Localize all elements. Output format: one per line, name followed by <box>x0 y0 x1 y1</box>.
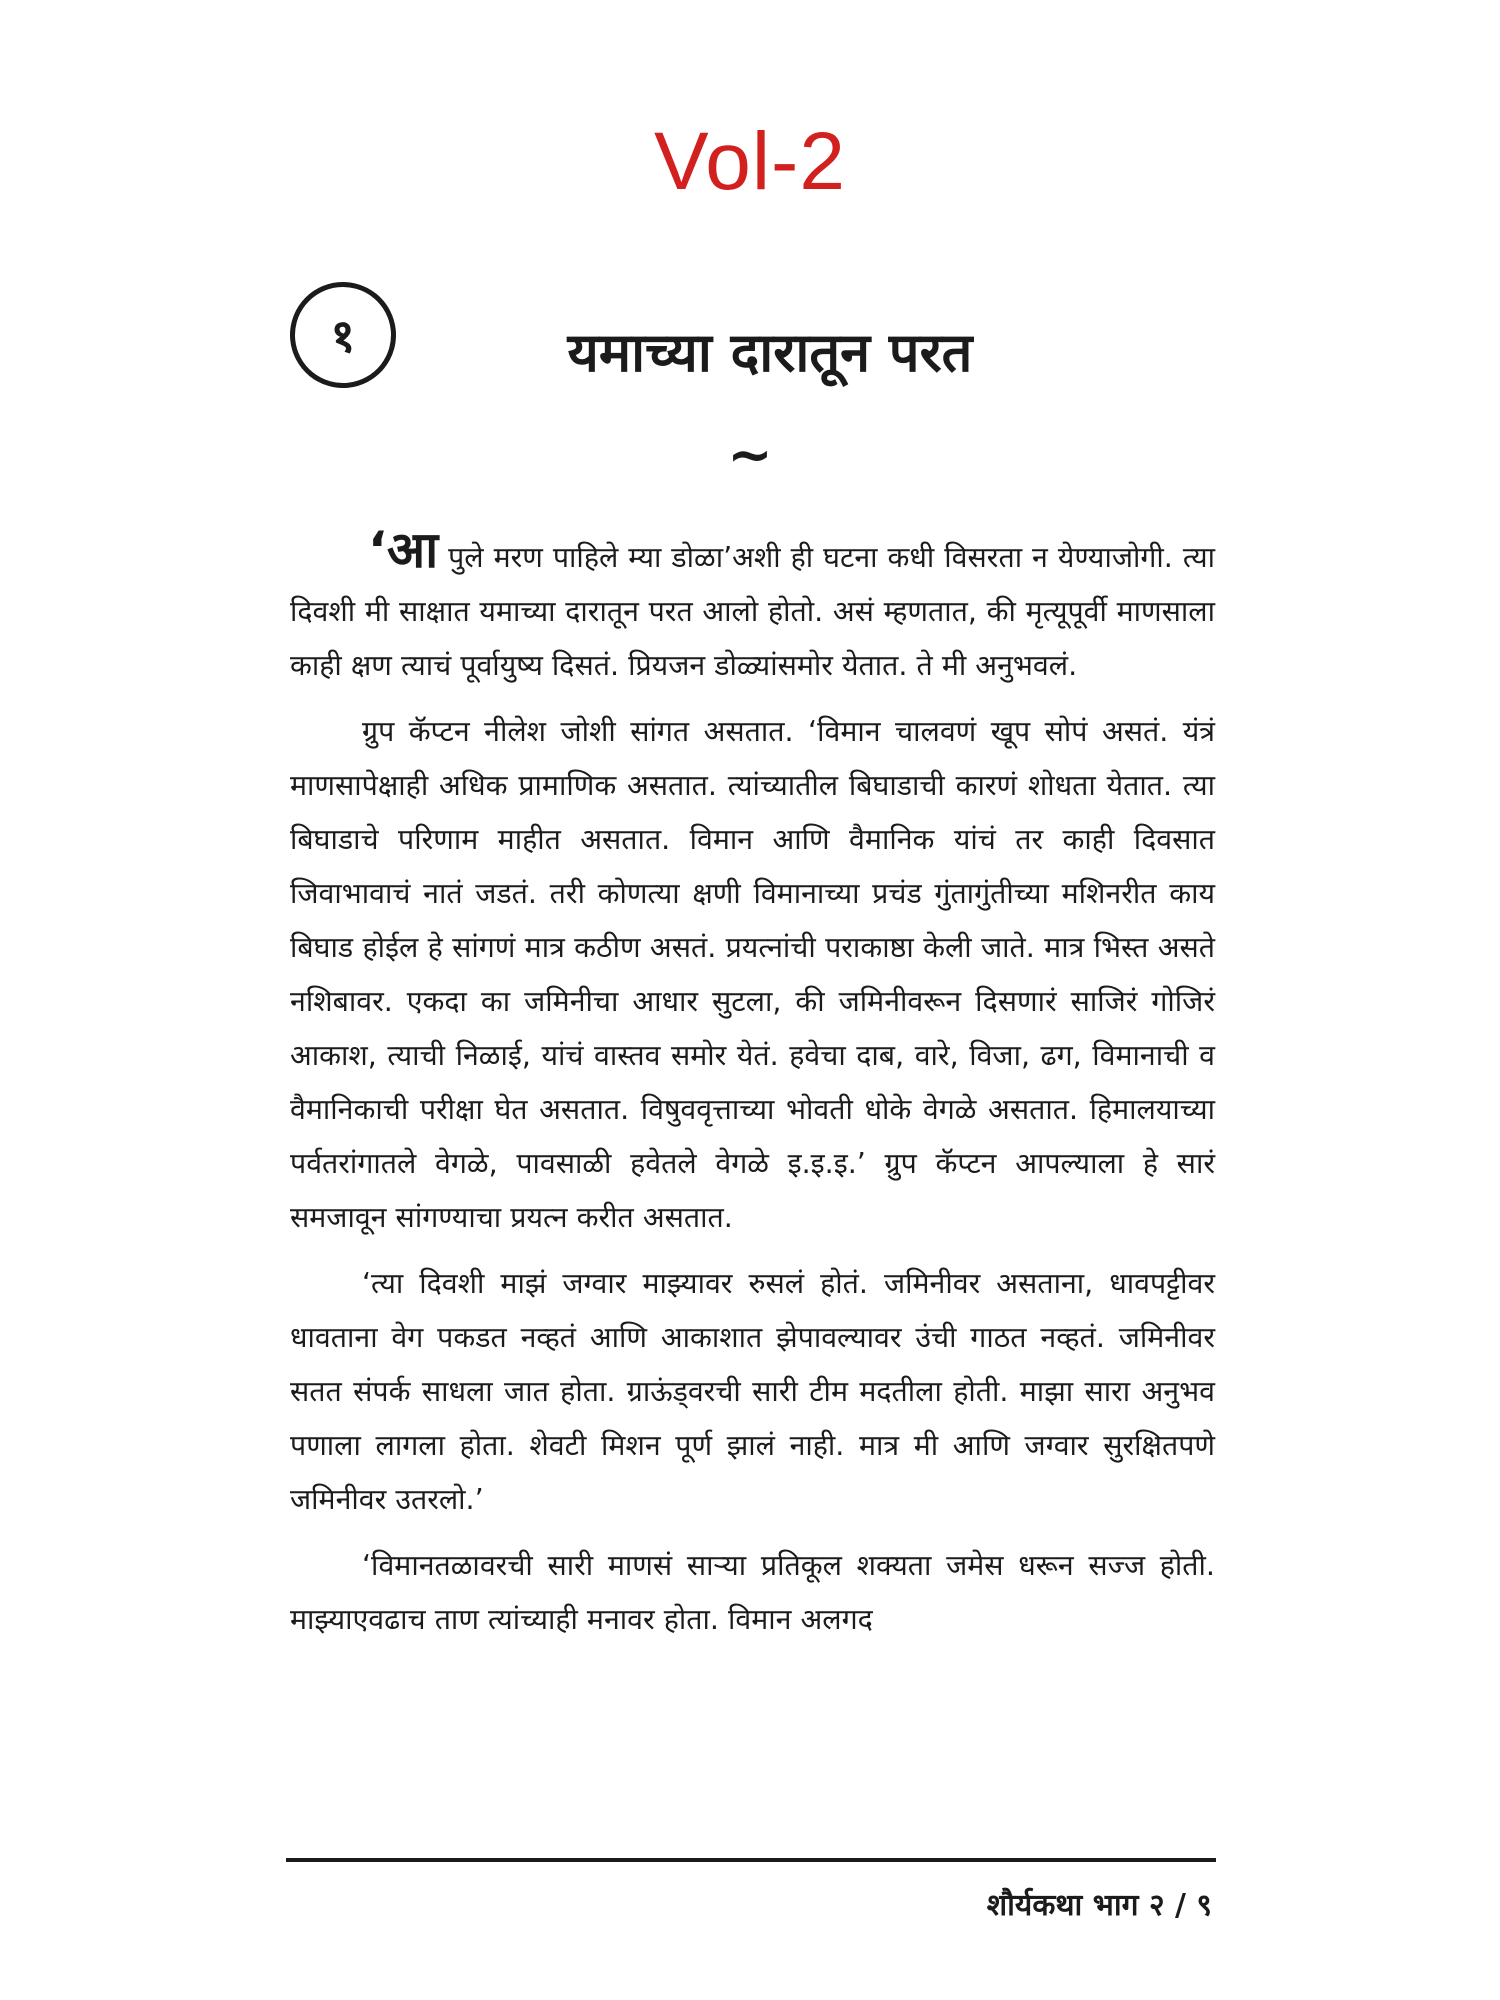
paragraph: ग्रुप कॅप्टन नीलेश जोशी सांगत असतात. ‘विमान चालवणं खूप सोपं असतं. यंत्रं माणसापेक्षाही अधिक प्रामाणिक असतात. त्यांच्यातील बिघाडाची कारणं शोधता येतात. त्या बिघाडाचे परिणाम माहीत असतात. विमान आणि वैमानिक यांचं तर काही दिवसात जिवाभावाचं नातं जडतं. तरी कोणत्या क्षणी विमानाच्या प्रचंड गुंतागुंतीच्या मशिनरीत काय बिघाड होईल हे सांगणं मात्र कठीण असतं. प्रयत्नांची पराकाष्ठा केली जाते. मात्र भिस्त असते नशिबावर. एकदा का जमिनीचा आधार सुटला, की जमिनीवरून दिसणारं साजिरं गोजिरं आकाश, त्याची निळाई, यांचं वास्तव समोर येतं. हवेचा दाब, वारे, विजा, ढग, विमानाची व वैमानिकाची परीक्षा घेत असतात. विषुववृत्ताच्या भोवती धोके वेगळे असतात. हिमालयाच्या पर्वतरांगातले वेगळे, पावसाळी हवेतले वेगळे इ.इ.इ.’ ग्रुप कॅप्टन आपल्याला हे सारं समजावून सांगण्याचा प्रयत्न करीत असतात. <box>290 715 1215 1234</box>
paragraph: ‘त्या दिवशी माझं जग्वार माझ्यावर रुसलं होतं. जमिनीवर असताना, धावपट्टीवर धावताना वेग पकडत नव्हतं आणि आकाशात झेपावल्यावर उंची गाठत नव्हतं. जमिनीवर सतत संपर्क साधला जात होता. ग्राऊंड्वरची सारी टीम मदतीला होती. माझा सारा अनुभव पणाला लागला होता. शेवटी मिशन पूर्ण झालं नाही. मात्र मी आणि जग्वार सुरक्षितपणे जमिनीवर उतरलो.’ <box>290 1267 1215 1516</box>
paragraph: ‘विमानतळावरची सारी माणसं साऱ्या प्रतिकूल शक्यता जमेस धरून सज्ज होती. माझ्याएवढाच ताण त्यांच्याही मनावर होता. विमान अलगद <box>290 1549 1215 1636</box>
volume-label: Vol-2 <box>654 116 846 207</box>
chapter-title: यमाच्या दारातून परत <box>567 321 973 384</box>
paragraph-text: पुले मरण पाहिले म्या डोळा’अशी ही घटना कधी विसरता न येण्याजोगी. त्या दिवशी मी साक्षात यमाच्या दारातून परत आलो होतो. असं म्हणतात, की मृत्यूपूर्वी माणसाला काही क्षण त्याचं पूर्वायुष्य दिसतं. प्रियजन डोळ्यांसमोर येतात. ते मी अनुभवलं. <box>290 541 1215 682</box>
title-ornament: ~ <box>727 423 773 486</box>
paragraph <box>290 521 1215 693</box>
page-footer: शौर्यकथा भाग २ / ९ <box>986 1888 1212 1923</box>
chapter-number: १ <box>328 307 358 365</box>
chapter-number-badge <box>285 277 401 393</box>
chapter-body <box>290 521 1215 1659</box>
footer-divider <box>286 1858 1216 1862</box>
drop-cap: ‘आ <box>368 521 439 579</box>
